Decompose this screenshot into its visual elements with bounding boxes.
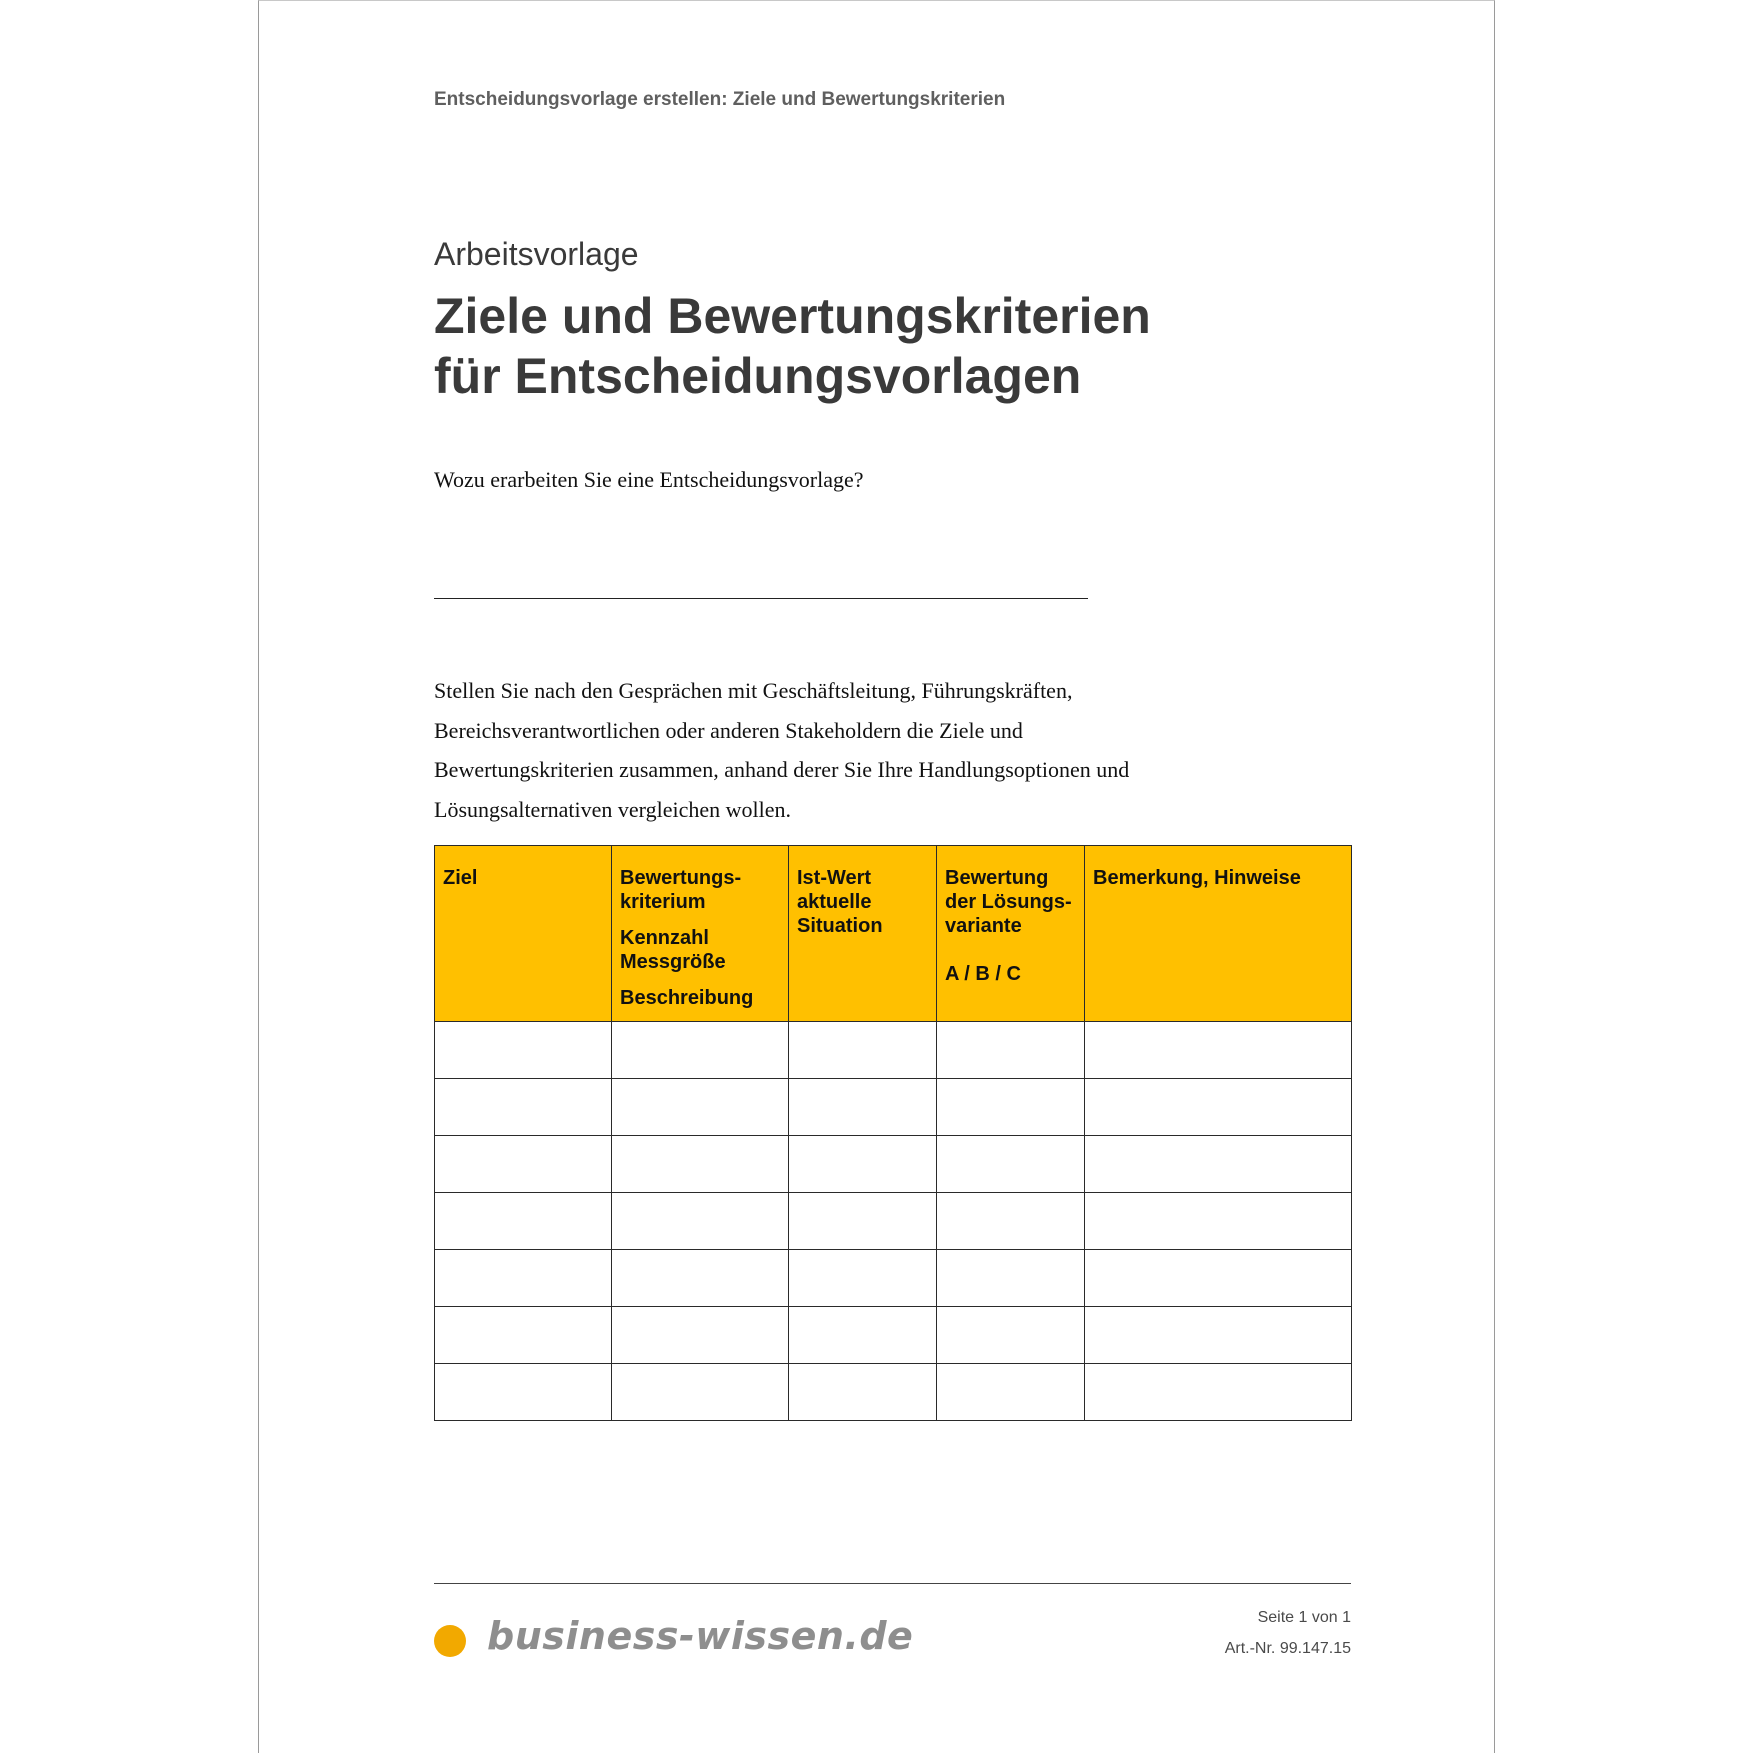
column-header-ziel: Ziel bbox=[435, 846, 612, 1022]
table-row bbox=[435, 1193, 1352, 1250]
table-cell[interactable] bbox=[435, 1193, 612, 1250]
table-cell[interactable] bbox=[789, 1307, 937, 1364]
table-cell[interactable] bbox=[1085, 1079, 1352, 1136]
logo-dot-icon bbox=[434, 1625, 466, 1657]
table-cell[interactable] bbox=[612, 1079, 789, 1136]
page-number: Seite 1 von 1 bbox=[1257, 1609, 1351, 1626]
table-cell[interactable] bbox=[435, 1022, 612, 1079]
table-cell[interactable] bbox=[435, 1364, 612, 1421]
table-cell[interactable] bbox=[937, 1364, 1085, 1421]
table-cell[interactable] bbox=[937, 1307, 1085, 1364]
column-header-bewertung: Bewertung der Lösungs- variante A / B / C bbox=[937, 846, 1085, 1022]
table-cell[interactable] bbox=[789, 1022, 937, 1079]
table-row bbox=[435, 1364, 1352, 1421]
table-cell[interactable] bbox=[1085, 1022, 1352, 1079]
answer-line[interactable] bbox=[434, 598, 1088, 599]
column-header-ist-wert: Ist-Wert aktuelle Situation bbox=[789, 846, 937, 1022]
intro-line: Bewertungskriterien zusammen, anhand derer Sie Ihre Handlungsoptionen und bbox=[434, 757, 1130, 782]
intro-line: Stellen Sie nach den Gesprächen mit Geschäftsleitung, Führungskräften, bbox=[434, 678, 1073, 703]
table-row bbox=[435, 1136, 1352, 1193]
table-cell[interactable] bbox=[937, 1250, 1085, 1307]
table-cell[interactable] bbox=[612, 1136, 789, 1193]
intro-line: Bereichsverantwortlichen oder anderen Stakeholdern die Ziele und bbox=[434, 717, 1023, 743]
table-cell[interactable] bbox=[435, 1079, 612, 1136]
table-cell[interactable] bbox=[937, 1079, 1085, 1136]
table-cell[interactable] bbox=[789, 1079, 937, 1136]
column-header-bemerkung: Bemerkung, Hinweise bbox=[1085, 846, 1352, 1022]
table-row bbox=[435, 1079, 1352, 1136]
intro-line: Lösungsalternativen vergleichen wollen. bbox=[434, 796, 791, 822]
title-line-1: Ziele und Bewertungskriterien bbox=[434, 288, 1151, 344]
table-cell[interactable] bbox=[1085, 1307, 1352, 1364]
intro-paragraph bbox=[434, 671, 1129, 829]
table-cell[interactable] bbox=[789, 1193, 937, 1250]
table-cell[interactable] bbox=[937, 1193, 1085, 1250]
document-kicker: Arbeitsvorlage bbox=[434, 236, 639, 272]
table-body bbox=[435, 1022, 1352, 1421]
column-header-bewertungskriterium: Bewertungs- kriterium Kennzahl Messgröße Beschreibung bbox=[612, 846, 789, 1022]
article-number: Art.-Nr. 99.147.15 bbox=[1224, 1640, 1351, 1657]
table-header-row bbox=[435, 846, 1352, 1022]
table-cell[interactable] bbox=[1085, 1136, 1352, 1193]
table-cell[interactable] bbox=[612, 1193, 789, 1250]
title-line-2: für Entscheidungsvorlagen bbox=[434, 348, 1082, 404]
table-cell[interactable] bbox=[789, 1364, 937, 1421]
table-cell[interactable] bbox=[1085, 1250, 1352, 1307]
question-text: Wozu erarbeiten Sie eine Entscheidungsvorlage? bbox=[434, 467, 864, 492]
table-row bbox=[435, 1022, 1352, 1079]
table-row bbox=[435, 1307, 1352, 1364]
table-cell[interactable] bbox=[937, 1136, 1085, 1193]
running-header: Entscheidungsvorlage erstellen: Ziele und Bewertungskriterien bbox=[434, 89, 1006, 110]
table-cell[interactable] bbox=[789, 1136, 937, 1193]
table-cell[interactable] bbox=[612, 1250, 789, 1307]
table-row bbox=[435, 1250, 1352, 1307]
table-cell[interactable] bbox=[435, 1136, 612, 1193]
table-cell[interactable] bbox=[435, 1307, 612, 1364]
table-cell[interactable] bbox=[1085, 1364, 1352, 1421]
table-cell[interactable] bbox=[612, 1307, 789, 1364]
table-cell[interactable] bbox=[1085, 1193, 1352, 1250]
table-cell[interactable] bbox=[789, 1250, 937, 1307]
brand-logo: business-wissen.de bbox=[487, 1614, 914, 1658]
table-cell[interactable] bbox=[435, 1250, 612, 1307]
document-title bbox=[434, 286, 1151, 406]
table-cell[interactable] bbox=[612, 1364, 789, 1421]
table-cell[interactable] bbox=[612, 1022, 789, 1079]
criteria-table bbox=[434, 845, 1352, 1421]
footer-rule bbox=[434, 1583, 1351, 1584]
table-cell[interactable] bbox=[937, 1022, 1085, 1079]
